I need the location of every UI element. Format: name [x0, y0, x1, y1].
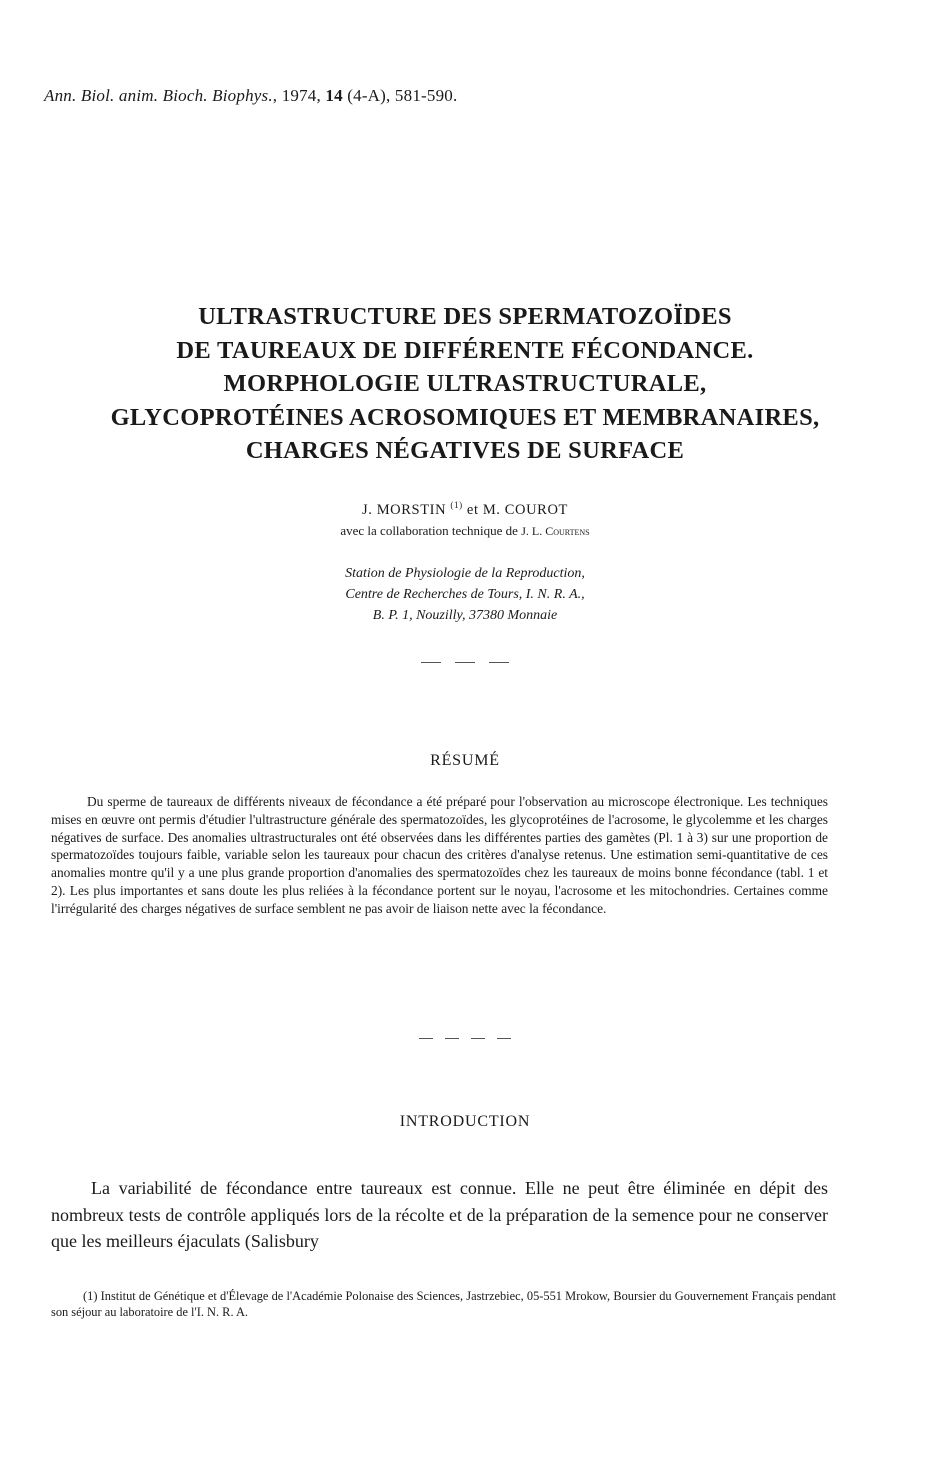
journal-citation: [44, 86, 457, 106]
separator-dash: [497, 1038, 511, 1039]
title-line: ULTRASTRUCTURE DES SPERMATOZOÏDES: [198, 303, 732, 330]
title-line: DE TAUREAUX DE DIFFÉRENTE FÉCONDANCE.: [176, 336, 754, 364]
technical-collaboration: [0, 523, 930, 539]
collaborator-name: J. L. Courtens: [521, 524, 590, 538]
introduction-body: La variabilité de fécondance entre taureaux est connue. Elle ne peut être éliminée en dépit des nombreux tests de contrôle appliqués lors de la récolte et de la préparation de la semence pour ne conserver que les meilleurs éjaculats (Salisbury: [51, 1178, 828, 1251]
title-line: MORPHOLOGIE ULTRASTRUCTURALE,: [223, 370, 707, 397]
title-line: GLYCOPROTÉINES ACROSOMIQUES ET MEMBRANAIRES,: [110, 403, 820, 431]
author-line: [0, 500, 930, 519]
journal-volume: 14: [325, 86, 343, 105]
separator-dash: [471, 1038, 485, 1039]
resume-heading: RÉSUMÉ: [430, 752, 500, 769]
collaboration-prefix: avec la collaboration technique de: [340, 523, 522, 538]
section-separator: [0, 1038, 930, 1039]
resume-body: Du sperme de taureaux de différents niveaux de fécondance a été préparé pour l'observation au microscope électronique. Les techniques mises en œuvre ont permis d'étudier l'ultrastructure générale des spermatozoïdes, les glycoprotéines de l'acrosome, le glycolemme et les charges négatives de surface. Des anomalies ultrastructurales ont été observées dans les différentes parties des gamètes (Pl. 1 à 3) sur une proportion de spermatozoïdes toujours faible, variable selon les taureaux pour chacun des critères d'analyse retenus. Une estimation semi-quantitative de ces anomalies montre qu'il y a une plus grande proportion d'anomalies des spermatozoïdes chez les taureaux de moins bonne fécondance (tabl. 1 et 2). Les plus importantes et sans doute les plus reliées à la fécondance portent sur le noyau, l'acrosome et les mitochondries. Certaines comme l'irrégularité des charges négatives de surface semblent ne pas avoir de liaison nette avec la fécondance.: [51, 794, 828, 916]
introduction-heading: INTRODUCTION: [399, 1113, 531, 1130]
section-separator: [0, 662, 930, 663]
separator-dash: [455, 662, 475, 663]
separator-dash: [489, 662, 509, 663]
affiliation-line: B. P. 1, Nouzilly, 37380 Monnaie: [372, 608, 558, 623]
separator-dash: [421, 662, 441, 663]
author-first: J. MORSTIN: [362, 501, 447, 518]
title-line: CHARGES NÉGATIVES DE SURFACE: [245, 437, 685, 464]
article-title: [0, 300, 930, 468]
author-second: M. COUROT: [482, 501, 568, 518]
author-footnote-mark: (1): [450, 500, 463, 510]
separator-dash: [419, 1038, 433, 1039]
separator-dash: [445, 1038, 459, 1039]
journal-year: , 1974,: [272, 86, 326, 105]
author-joiner: et: [462, 501, 483, 518]
affiliation-line: Station de Physiologie de la Reproduction,: [345, 566, 585, 581]
journal-issue-pages: (4-A), 581-590.: [342, 86, 458, 105]
footnote: (1) Institut de Génétique et d'Élevage de l'Académie Polonaise des Sciences, Jastrzebiec, 05-551 Mrokow, Boursier du Gouvernement Français pendant son séjour au laboratoire de l'I. N. R. A.: [51, 1289, 836, 1319]
journal-name: Ann. Biol. anim. Bioch. Biophys.: [44, 86, 273, 105]
affiliation: [0, 563, 930, 626]
affiliation-line: Centre de Recherches de Tours, I. N. R. A.,: [345, 587, 585, 602]
